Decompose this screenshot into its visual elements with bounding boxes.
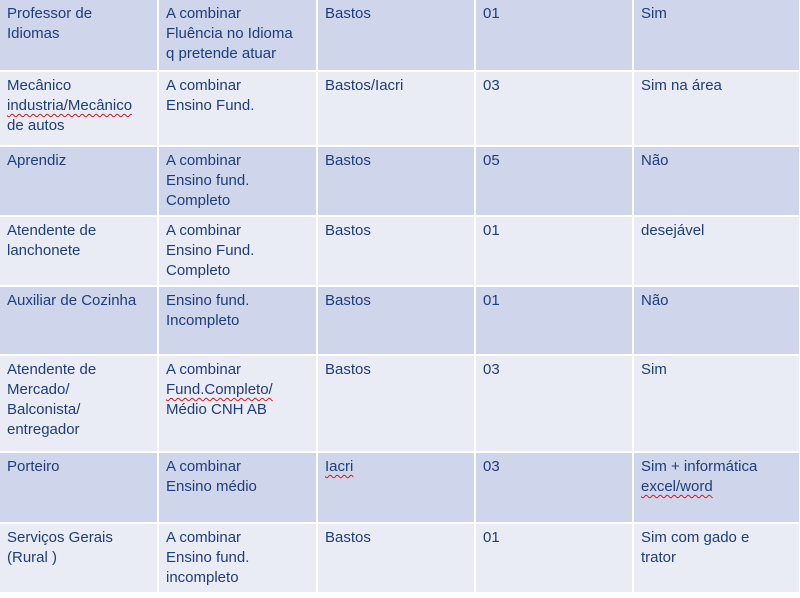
- cargo-cell: [0, 146, 158, 216]
- vagas-cell: [475, 0, 633, 71]
- cell-text: Incompleto: [166, 312, 240, 329]
- cell-text: Ensino Fund.: [166, 97, 255, 114]
- local-cell: [317, 0, 475, 71]
- experiencia-cell: [633, 355, 800, 452]
- cell-text: Mercado/: [7, 381, 70, 398]
- local-cell: [317, 452, 475, 523]
- cell-text: de autos: [7, 117, 65, 134]
- cell-text: Ensino médio: [166, 478, 257, 495]
- cell-text: A combinar: [166, 222, 242, 239]
- cell-text: 03: [483, 458, 500, 475]
- salario-escolaridade-cell: [158, 71, 317, 146]
- cell-text: Não: [641, 292, 669, 309]
- cargo-cell: [0, 71, 158, 146]
- cell-text: excel/word: [641, 478, 713, 495]
- table-row: [0, 0, 800, 71]
- salario-escolaridade-cell: [158, 216, 317, 286]
- cell-text: Sim + informática: [641, 458, 758, 475]
- cell-text: Ensino Fund.: [166, 242, 255, 259]
- local-cell: [317, 523, 475, 593]
- cell-text: lanchonete: [7, 242, 81, 259]
- table-row: [0, 523, 800, 593]
- cell-text: Sim: [641, 361, 667, 378]
- vagas-cell: [475, 216, 633, 286]
- cell-text: 01: [483, 292, 500, 309]
- local-cell: [317, 71, 475, 146]
- cell-text: 01: [483, 5, 500, 22]
- vagas-cell: [475, 355, 633, 452]
- cell-text: Fund.Completo/: [166, 381, 273, 398]
- cell-text: Serviços Gerais: [7, 529, 113, 546]
- cell-text: A combinar: [166, 458, 242, 475]
- cell-text: q pretende atuar: [166, 45, 277, 62]
- cell-text: Balconista/: [7, 401, 81, 418]
- vagas-cell: [475, 71, 633, 146]
- cargo-cell: [0, 355, 158, 452]
- cell-text: incompleto: [166, 569, 239, 586]
- cell-text: Bastos: [325, 152, 371, 169]
- local-cell: [317, 216, 475, 286]
- cargo-cell: [0, 216, 158, 286]
- table-row: [0, 452, 800, 523]
- salario-escolaridade-cell: [158, 286, 317, 355]
- table-row: [0, 355, 800, 452]
- cell-text: A combinar: [166, 152, 242, 169]
- salario-escolaridade-cell: [158, 523, 317, 593]
- cell-text: Aprendiz: [7, 152, 67, 169]
- cell-text: Completo: [166, 262, 231, 279]
- cell-text: Auxiliar de Cozinha: [7, 292, 137, 309]
- salario-escolaridade-cell: [158, 355, 317, 452]
- experiencia-cell: [633, 71, 800, 146]
- experiencia-cell: [633, 216, 800, 286]
- cell-text: Bastos: [325, 222, 371, 239]
- experiencia-cell: [633, 0, 800, 71]
- cargo-cell: [0, 523, 158, 593]
- experiencia-cell: [633, 146, 800, 216]
- cargo-cell: [0, 286, 158, 355]
- salario-escolaridade-cell: [158, 0, 317, 71]
- cell-text: 03: [483, 77, 500, 94]
- cell-text: Ensino fund.: [166, 172, 250, 189]
- cell-text: Idiomas: [7, 25, 60, 42]
- cell-text: (Rural ): [7, 549, 58, 566]
- cargo-cell: [0, 0, 158, 71]
- cell-text: Bastos: [325, 361, 371, 378]
- experiencia-cell: [633, 452, 800, 523]
- cell-text: 03: [483, 361, 500, 378]
- local-cell: [317, 355, 475, 452]
- experiencia-cell: [633, 286, 800, 355]
- cell-text: Médio CNH AB: [166, 401, 267, 418]
- cell-text: Professor de: [7, 5, 93, 22]
- cell-text: A combinar: [166, 5, 242, 22]
- cell-text: Fluência no Idioma: [166, 25, 293, 42]
- cell-text: 01: [483, 529, 500, 546]
- cell-text: Atendente de: [7, 222, 97, 239]
- table-row: [0, 216, 800, 286]
- cell-text: trator: [641, 549, 677, 566]
- cell-text: A combinar: [166, 361, 242, 378]
- local-cell: [317, 286, 475, 355]
- cell-text: industria/Mecânico: [7, 97, 133, 114]
- cell-text: entregador: [7, 421, 80, 438]
- cell-text: Bastos: [325, 529, 371, 546]
- cell-text: Iacri: [325, 458, 354, 475]
- cargo-cell: [0, 452, 158, 523]
- salario-escolaridade-cell: [158, 452, 317, 523]
- cell-text: Bastos: [325, 292, 371, 309]
- vagas-cell: [475, 286, 633, 355]
- cell-text: Porteiro: [7, 458, 60, 475]
- cell-text: Sim na área: [641, 77, 722, 94]
- cell-text: Não: [641, 152, 669, 169]
- vagas-cell: [475, 452, 633, 523]
- cell-text: 01: [483, 222, 500, 239]
- cell-text: Sim com gado e: [641, 529, 750, 546]
- cell-text: A combinar: [166, 77, 242, 94]
- local-cell: [317, 146, 475, 216]
- cell-text: Ensino fund.: [166, 292, 250, 309]
- experiencia-cell: [633, 523, 800, 593]
- table-row: [0, 146, 800, 216]
- vagas-cell: [475, 523, 633, 593]
- table-row: [0, 286, 800, 355]
- vagas-cell: [475, 146, 633, 216]
- table-row: [0, 71, 800, 146]
- salario-escolaridade-cell: [158, 146, 317, 216]
- cell-text: Bastos: [325, 5, 371, 22]
- cell-text: 05: [483, 152, 500, 169]
- cell-text: Bastos/Iacri: [325, 77, 404, 94]
- cell-text: Completo: [166, 192, 231, 209]
- cell-text: desejável: [641, 222, 705, 239]
- cell-text: A combinar: [166, 529, 242, 546]
- cell-text: Ensino fund.: [166, 549, 250, 566]
- cell-text: Mecânico: [7, 77, 72, 94]
- cell-text: Sim: [641, 5, 667, 22]
- cell-text: Atendente de: [7, 361, 97, 378]
